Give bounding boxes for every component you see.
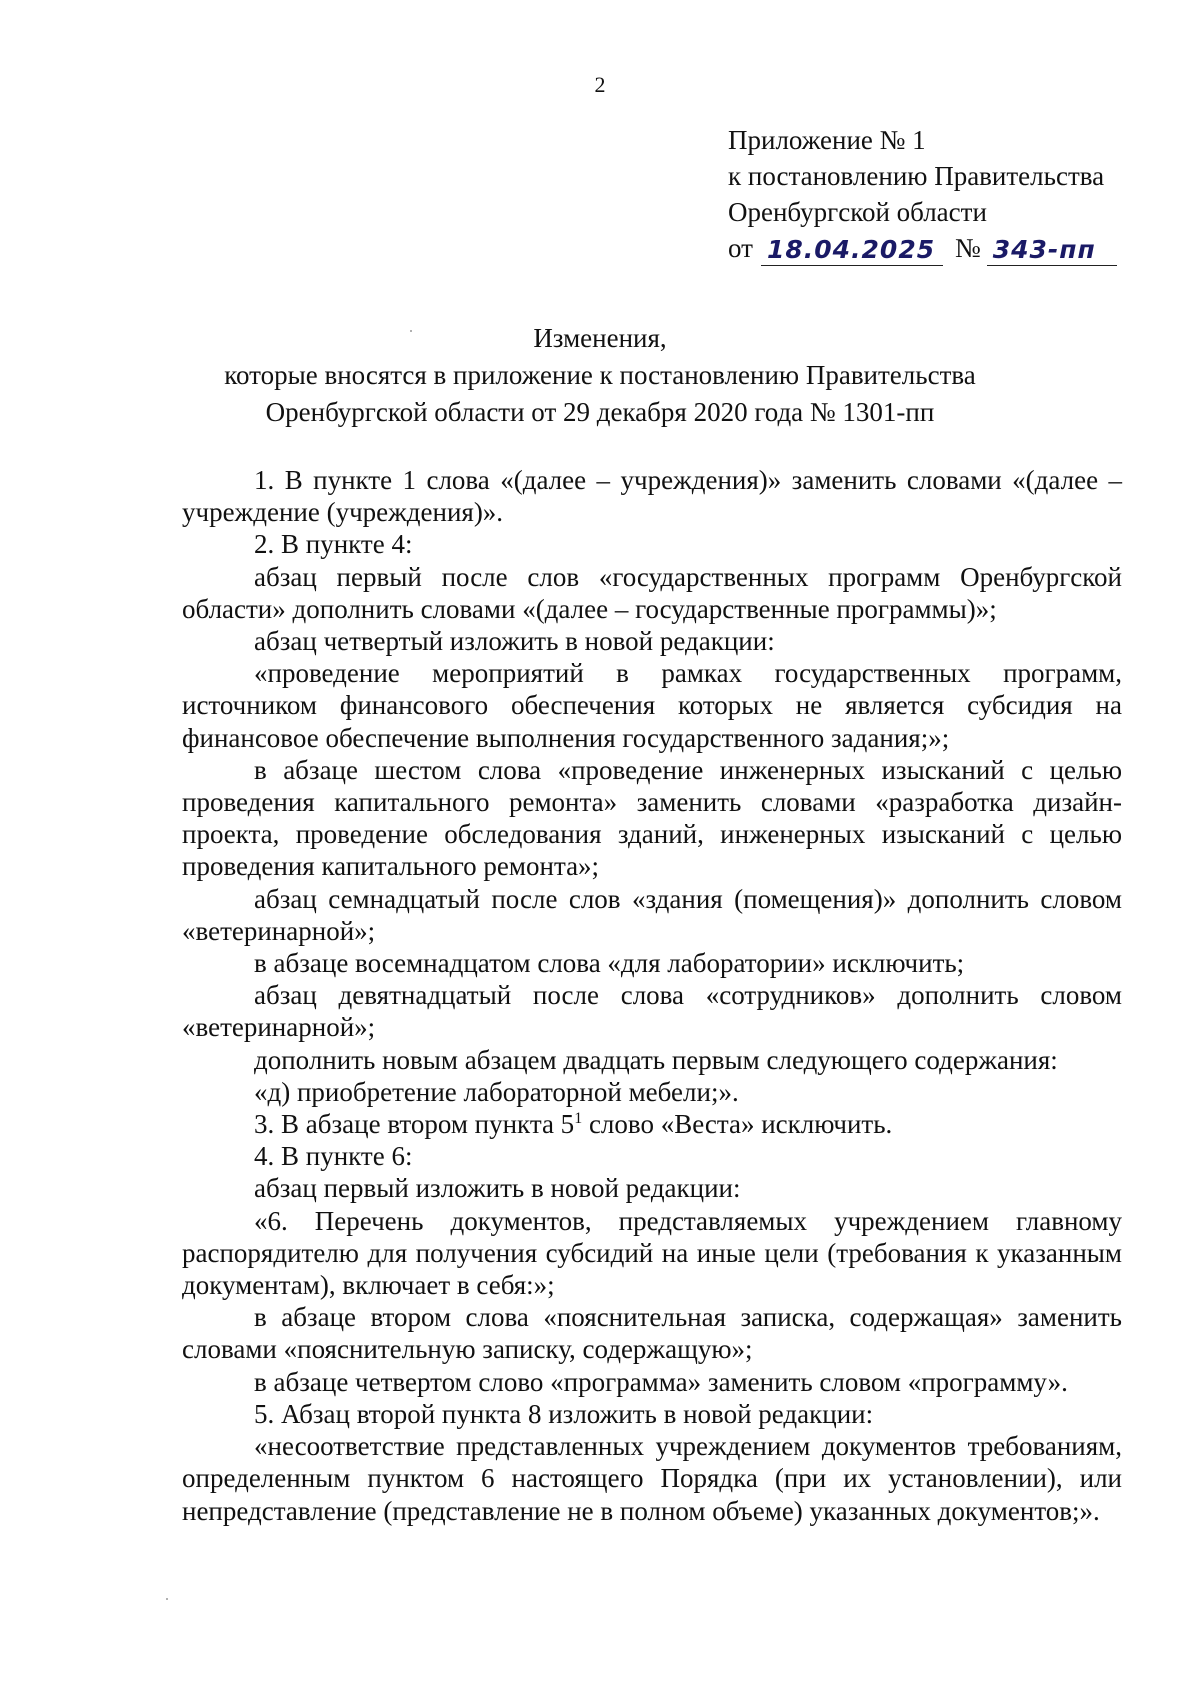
paragraph bbox=[182, 1108, 1122, 1140]
paragraph: в абзаце четвертом слово «программа» заменить словом «программу». bbox=[254, 1366, 1068, 1397]
page-number: 2 bbox=[594, 72, 606, 97]
date-number-row bbox=[728, 230, 1117, 266]
paragraph: абзац первый изложить в новой редакции: bbox=[254, 1173, 741, 1204]
paragraph: абзац девятнадцатый после слова «сотрудников» дополнить словом «ветеринарной»; bbox=[182, 980, 1122, 1043]
scan-speck bbox=[410, 330, 412, 332]
paragraph: 1. В пункте 1 слова «(далее – учреждения)» заменить словами «(далее – учреждение (учреждения)». bbox=[182, 465, 1122, 528]
paragraph-text: слово «Веста» исключить. bbox=[582, 1109, 893, 1140]
paragraph: абзац четвертый изложить в новой редакции: bbox=[254, 626, 775, 657]
handwritten-date: 18.04.2025 bbox=[761, 235, 943, 266]
paragraph: «6. Перечень документов, представляемых учреждением главному распорядителю для получения субсидий на иные цели (требования к указанным документам), включает в себя:»; bbox=[182, 1205, 1122, 1301]
scan-speck bbox=[166, 1598, 168, 1600]
handwritten-number: 343-пп bbox=[987, 235, 1117, 266]
document-title bbox=[0, 320, 1200, 431]
number-label: № bbox=[954, 233, 981, 263]
paragraph: 2. В пункте 4: bbox=[254, 529, 413, 560]
title-line: Изменения, bbox=[533, 323, 667, 353]
paragraph-text: 3. В абзаце втором пункта 5 bbox=[254, 1109, 575, 1140]
attachment-header bbox=[728, 122, 1117, 266]
paragraph: «проведение мероприятий в рамках государственных программ, источником финансового обеспечения которых не является субсидия на финансовое обеспечение выполнения государственного задания;»; bbox=[182, 658, 1122, 753]
paragraph: в абзаце втором слова «пояснительная записка, содержащая» заменить словами «пояснительную записку, содержащую»; bbox=[182, 1302, 1122, 1365]
paragraph: абзац семнадцатый после слов «здания (помещения)» дополнить словом «ветеринарной»; bbox=[182, 883, 1122, 946]
from-label: от bbox=[728, 233, 753, 263]
title-line: которые вносятся в приложение к постановлению Правительства bbox=[224, 360, 976, 390]
attachment-line: Приложение № 1 bbox=[728, 125, 926, 155]
superscript: 1 bbox=[574, 1110, 583, 1128]
paragraph: в абзаце шестом слова «проведение инженерных изысканий с целью проведения капитального ремонта» заменить словами «разработка дизайн-проекта, проведение обследования зданий, инженерных изысканий с целью проведения капитального ремонта»; bbox=[182, 754, 1122, 882]
paragraph: дополнить новым абзацем двадцать первым следующего содержания: bbox=[254, 1044, 1058, 1075]
attachment-line: Оренбургской области bbox=[728, 197, 987, 227]
paragraph: «несоответствие представленных учреждением документов требованиям, определенным пунктом 6 настоящего Порядка (при их установлении), или непредставление (представление не в полном объеме) указанных документов;». bbox=[182, 1431, 1122, 1526]
document-body bbox=[182, 464, 1122, 1527]
paragraph: 4. В пункте 6: bbox=[254, 1141, 413, 1172]
paragraph: 5. Абзац второй пункта 8 изложить в новой редакции: bbox=[254, 1398, 874, 1429]
paragraph: «д) приобретение лабораторной мебели;». bbox=[254, 1076, 739, 1107]
title-line: Оренбургской области от 29 декабря 2020 года № 1301-пп bbox=[265, 397, 935, 427]
paragraph: абзац первый после слов «государственных программ Оренбургской области» дополнить словами «(далее – государственные программы)»; bbox=[182, 561, 1122, 624]
paragraph: в абзаце восемнадцатом слова «для лаборатории» исключить; bbox=[254, 948, 965, 979]
attachment-line: к постановлению Правительства bbox=[728, 161, 1105, 191]
